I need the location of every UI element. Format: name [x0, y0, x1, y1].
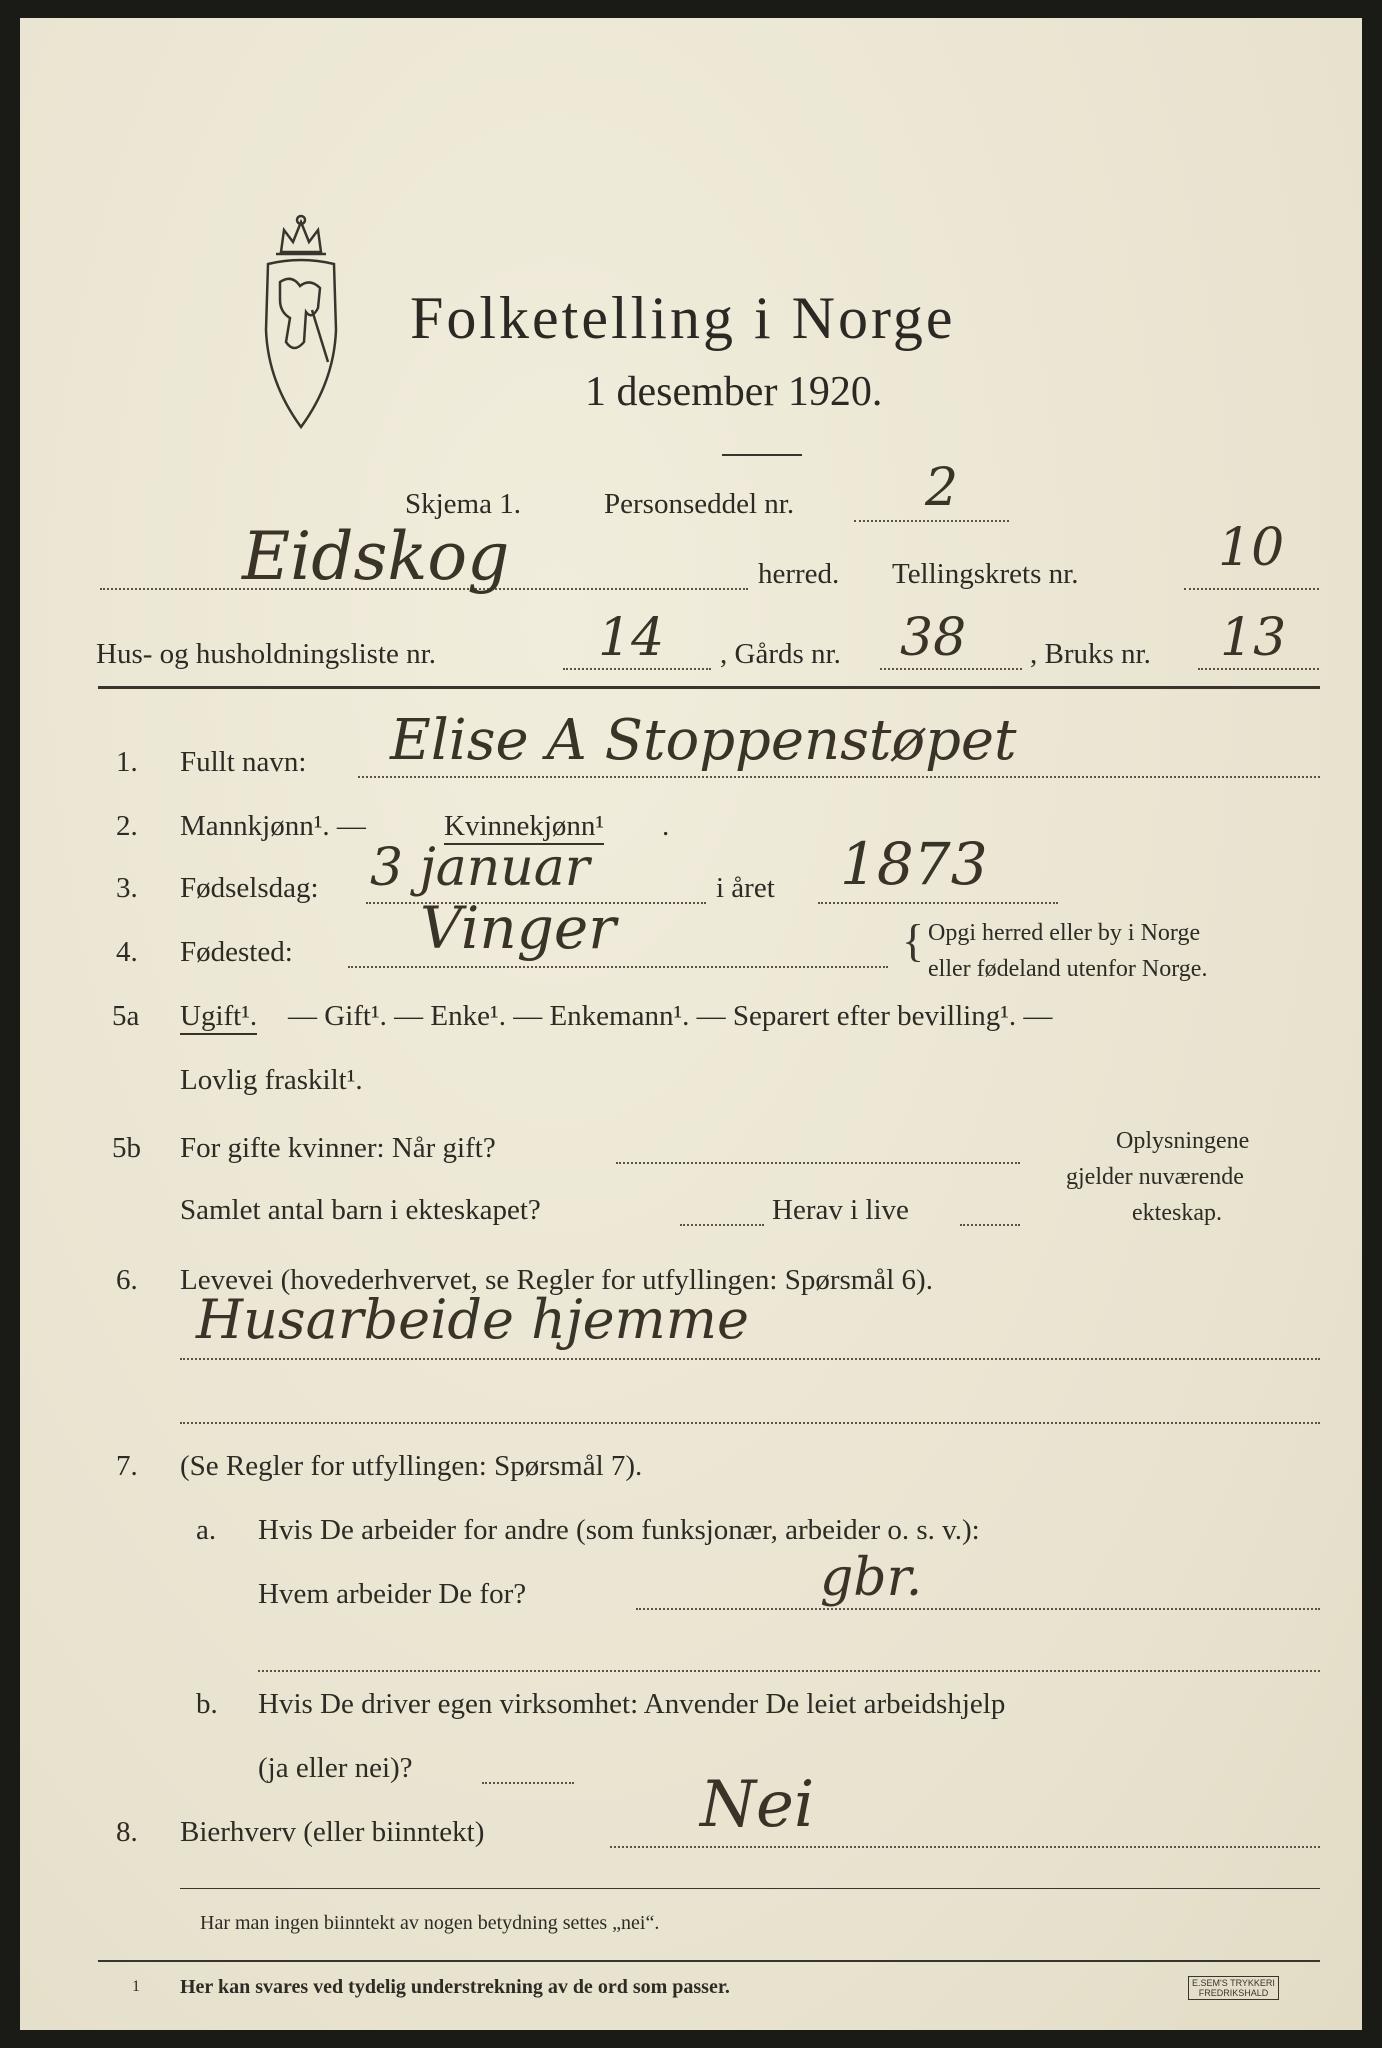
tellingskrets-label: Tellingskrets nr. [892, 558, 1079, 590]
husholdningsliste-value: 14 [598, 608, 665, 668]
q3-label: Fødselsdag: [180, 872, 319, 904]
footer-note: Har man ingen biinntekt av nogen betydning settes „nei“. [200, 1912, 660, 1934]
husholdningsliste-label: Hus- og husholdningsliste nr. [96, 638, 436, 670]
q5b-label: For gifte kvinner: Når gift? [180, 1132, 496, 1164]
footnote-text: Her kan svares ved tydelig understrekning av de ord som passer. [180, 1976, 730, 1998]
q7b-question: (ja eller nei)? [258, 1752, 413, 1784]
q5b-note-line2: gjelder nuværende [1066, 1164, 1244, 1190]
q2-number: 2. [116, 810, 138, 842]
footnote-rule [98, 1960, 1320, 1962]
coat-of-arms-icon [246, 212, 356, 434]
q5b-children-label: Samlet antal barn i ekteskapet? [180, 1194, 541, 1226]
q5a-options: — Gift¹. — Enke¹. — Enkemann¹. — Separert efter bevilling¹. — [288, 1000, 1053, 1032]
q3-day: 3 januar [370, 838, 590, 898]
personseddel-value: 2 [925, 458, 959, 518]
gards-value: 38 [900, 608, 967, 668]
q2-label: Mannkjønn¹. — [180, 810, 366, 842]
q5b-alive-label: Herav i live [772, 1194, 909, 1226]
q1-value: Elise A Stoppenstøpet [390, 708, 1017, 773]
personseddel-label: Personseddel nr. [604, 488, 795, 520]
q6-number: 6. [116, 1264, 138, 1296]
tellingskrets-value: 10 [1218, 518, 1285, 578]
q4-value: Vinger [420, 894, 616, 962]
q8-number: 8. [116, 1816, 138, 1848]
footnote-marker: 1 [132, 1978, 140, 1995]
footer-rule [180, 1888, 1320, 1889]
gards-label: , Gårds nr. [720, 638, 841, 670]
form-date: 1 desember 1920. [585, 369, 883, 415]
bruks-label: , Bruks nr. [1030, 638, 1151, 670]
q1-number: 1. [116, 746, 138, 778]
q6-label: Levevei (hovederhvervet, se Regler for utfyllingen: Spørsmål 6). [180, 1264, 933, 1296]
q2-period: . [662, 810, 670, 842]
schema-label: Skjema 1. [405, 488, 521, 520]
census-form-page: Folketelling i Norge 1 desember 1920. Skjema 1. Personseddel nr. 2 Eidskog herred. Tellingskrets nr. 10 Hus- og husholdningsliste nr. 14 , Gårds nr. 38 , Bruks nr. 13 1. Fullt navn: Elise A Stoppenstøpet 2. Mannkjønn¹. — Kvinnekjønn¹ . 3. Fødselsdag: 3 januar i året 1873 4. Fødested: Vinger { Opgi herred eller by i Norge eller fødeland utenfor Norge. 5a Ugift¹. — Gift¹. — Enke¹. — Enkemann¹. — Separert efter bevilling¹. — Lovlig fraskilt¹. 5b For gifte kvinner: Når gift? Samlet antal barn i ekteskapet? Herav i live Oplysningene gjelder nuværende ekteskap. 6. Levevei (hovederhvervet, se Regler for utfyllingen: Spørsmål 6). Husarbeide hjemme 7. (Se Regler for utfyllingen: Spørsmål 7). a. Hvis De arbeider for andre (som funksjonær, arbeider o. s. v.): Hvem arbeider De for? gbr. b. Hvis De driver egen virksomhet: Anvender De leiet arbeidshjelp (ja eller nei)? 8. Bierhverv (eller biinntekt) Nei Har man ingen biinntekt av nogen betydning settes „nei“. 1 Her kan svares ved tydelig understrekning av de ord som passer. E.SEM'S TRYKKERI FREDRIKSHALD [20, 18, 1362, 2030]
q7a-letter: a. [196, 1514, 217, 1546]
q5b-number: 5b [112, 1132, 141, 1164]
q7b-label: Hvis De driver egen virksomhet: Anvender De leiet arbeidshjelp [258, 1688, 1006, 1720]
herred-label: herred. [758, 558, 840, 590]
q7-number: 7. [116, 1450, 138, 1482]
q3-number: 3. [116, 872, 138, 904]
q3-year: 1873 [840, 830, 988, 898]
q8-value: Nei [700, 1768, 815, 1842]
header-rule [98, 686, 1320, 689]
q5b-note-line3: ekteskap. [1132, 1200, 1222, 1226]
q4-note-line2: eller fødeland utenfor Norge. [928, 956, 1208, 982]
q7a-value: gbr. [820, 1548, 923, 1608]
q5a-number: 5a [112, 1000, 140, 1032]
q7a-label: Hvis De arbeider for andre (som funksjonær, arbeider o. s. v.): [258, 1514, 980, 1546]
form-title: Folketelling i Norge [410, 285, 956, 351]
q2-selected: Kvinnekjønn¹ [444, 810, 604, 845]
bruks-value: 13 [1220, 608, 1287, 668]
q7-label: (Se Regler for utfyllingen: Spørsmål 7). [180, 1450, 643, 1482]
q7b-letter: b. [196, 1688, 218, 1720]
q4-number: 4. [116, 936, 138, 968]
q3-year-label: i året [716, 872, 775, 904]
q6-value: Husarbeide hjemme [196, 1288, 749, 1351]
divider [722, 454, 802, 456]
q4-note-line1: Opgi herred eller by i Norge [928, 920, 1201, 946]
printer-stamp: E.SEM'S TRYKKERI FREDRIKSHALD [1188, 1976, 1279, 2000]
q5a-selected: Ugift¹. [180, 1000, 257, 1035]
herred-value: Eidskog [242, 518, 510, 595]
q4-label: Fødested: [180, 936, 293, 968]
q7a-question: Hvem arbeider De for? [258, 1578, 527, 1610]
q1-label: Fullt navn: [180, 746, 307, 778]
q5a-options-line2: Lovlig fraskilt¹. [180, 1064, 363, 1096]
q5b-note-line1: Oplysningene [1116, 1128, 1250, 1154]
q8-label: Bierhverv (eller biinntekt) [180, 1816, 485, 1848]
